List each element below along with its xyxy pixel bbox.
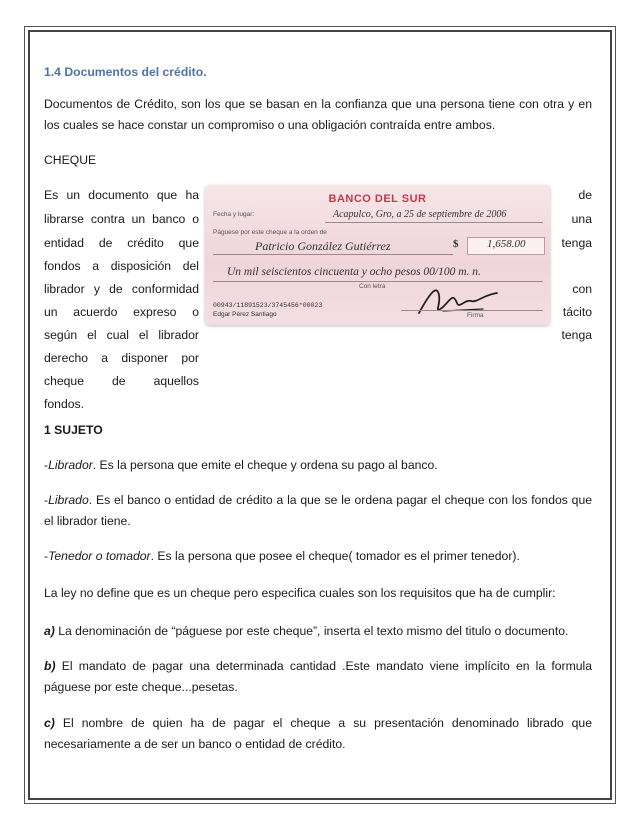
requirement-marker: a) [44, 624, 55, 638]
subject-term: Librador [48, 458, 93, 472]
cheque-bank-name: BANCO DEL SUR [328, 193, 427, 205]
requirement-a [44, 621, 592, 642]
requirement-c [44, 713, 592, 755]
cheque-signature [413, 281, 503, 321]
cheque-payee: Patricio González Gutiérrez [255, 239, 391, 253]
requirement-text: El nombre de quien ha de pagar el cheque a su presentación denominado librado que necesariamente a de ser un banco o entidad de crédito. [44, 716, 592, 751]
subject-librador: -Librador. Es la persona que emite el cheque y ordena su pago al banco. [44, 458, 438, 472]
cheque-date: Acapulco, Gro, a 25 de septiembre de 2006 [333, 209, 507, 220]
definition-line: Es un documento que ha [44, 188, 199, 202]
cheque-heading: CHEQUE [44, 153, 97, 167]
definition-line: entidad de crédito que [44, 236, 199, 250]
definition-line: librador y de conformidad [44, 282, 199, 296]
requirement-marker: b) [44, 659, 56, 673]
subject-librado: -Librado. Es el banco o entidad de crédito a la que se le ordena pagar el cheque con los fondos que el librador tiene. [44, 493, 592, 528]
definition-line-end: tenga [561, 236, 592, 250]
cheque-account-holder: Edgar Pérez Santiago [213, 311, 277, 318]
definition-line-end: tácito [562, 305, 592, 319]
cheque-letter-label: Con letra [359, 283, 386, 290]
subject-tenedor: -Tenedor o tomador. Es la persona que posee el cheque( tomador es el primer tenedor). [44, 549, 520, 563]
cheque-signature-label: Firma [467, 312, 484, 319]
requirement-b [44, 656, 592, 698]
subjects-heading: 1 SUJETO [44, 423, 103, 437]
cheque-payee-label: Páguese por este cheque a la orden de [213, 229, 327, 236]
subject-text: . Es la persona que posee el cheque( tomador es el primer tenedor). [150, 549, 520, 563]
cheque-date-label: Fecha y lugar: [213, 211, 255, 218]
subject-text: . Es la persona que emite el cheque y ordena su pago al banco. [92, 458, 438, 472]
definition-line: un acuerdo expreso o [44, 305, 199, 319]
definition-line: fondos. [44, 397, 84, 411]
definition-line-end: una [571, 212, 592, 226]
cheque-currency: $ [453, 238, 459, 250]
cheque-payee-line [213, 254, 453, 255]
definition-line-end: con [572, 282, 592, 296]
definition-line-end: de [578, 188, 592, 202]
definition-line: fondos a disposición del [44, 259, 199, 273]
cheque-image [205, 185, 550, 325]
subject-term: Tenedor o tomador [48, 549, 151, 563]
cheque-signature-line [401, 310, 543, 311]
definition-line: derecho a disponer por [44, 351, 199, 365]
definition-line: cheque de aquellos [44, 374, 199, 388]
requirement-text: La denominación de “páguese por este cheque”, inserta el texto mismo del titulo o documento. [54, 624, 569, 638]
section-title: 1.4 Documentos del crédito. [44, 65, 207, 79]
cheque-account-number: 00943/11891523/3745456*00023 [213, 302, 323, 309]
definition-line: según el cual el librador [44, 328, 199, 342]
requirement-text: El mandato de pagar una determinada cantidad .Este mandato viene implícito en la formula páguese por este cheque...pesetas. [44, 659, 592, 694]
cheque-amount-words: Un mil seiscientos cincuenta y ocho pesos 00/100 m. n. [227, 266, 481, 278]
requirement-marker: c) [44, 716, 55, 730]
subject-term: Librado [48, 493, 89, 507]
law-paragraph: La ley no define que es un cheque pero especifica cuales son los requisitos que ha de cumplir: [44, 586, 556, 600]
definition-line: librarse contra un banco o [44, 212, 199, 226]
cheque-date-line [325, 222, 543, 223]
definition-line-end: tenga [561, 328, 592, 342]
intro-paragraph: Documentos de Crédito, son los que se basan en la confianza que una persona tiene con otra y en los cuales se hace constar un compromiso o una obligación contraída entre ambos. [44, 97, 592, 132]
subject-text: . Es el banco o entidad de crédito a la que se le ordena pagar el cheque con los fondos que el librador tiene. [44, 493, 592, 528]
cheque-amount: 1,658.00 [487, 238, 526, 250]
